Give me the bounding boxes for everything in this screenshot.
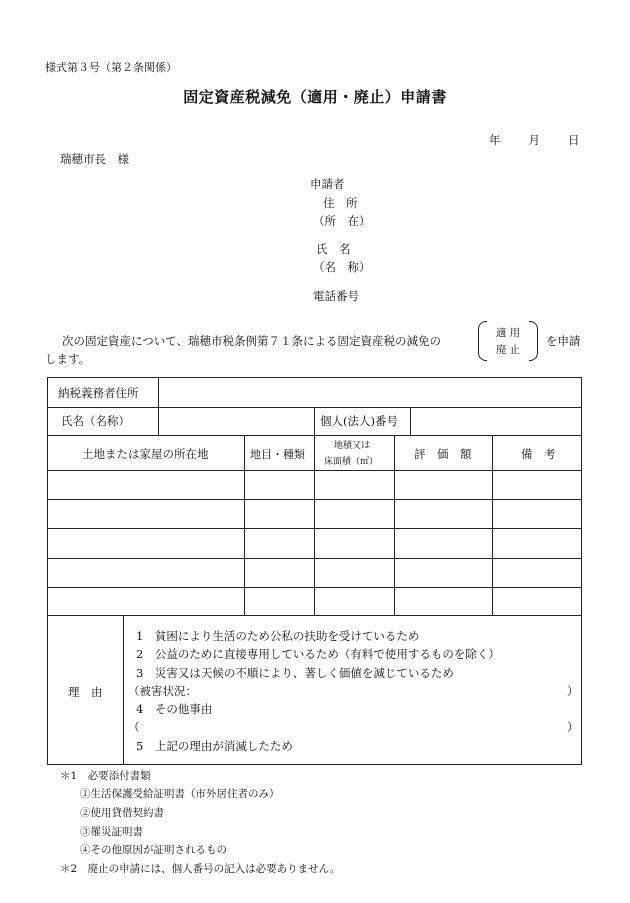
reason-4: 4 その他事由	[136, 702, 213, 716]
attachment-4: ④その他原因が証明されるもの	[80, 844, 227, 856]
row3-location-field[interactable]	[49, 529, 243, 557]
date-line	[489, 132, 580, 148]
reason-2: 2 公益のために直接専用しているため（有料で使用するものを除く）	[136, 647, 500, 661]
attachment-1: ①生活保護受給証明書（市外居住者のみ）	[80, 788, 280, 800]
row2-location-field[interactable]	[49, 500, 243, 527]
apply-abolish-bracket	[478, 321, 538, 359]
option-apply: 適 用	[495, 327, 521, 339]
col-assessed-value: 評 価 額	[414, 447, 472, 461]
page-title: 固定資産税減免（適用・廃止）申請書	[183, 88, 447, 106]
request-text-line1: 次の固定資産について、瑞穂市税条例第７１条による固定資産税の減免の	[62, 334, 442, 348]
reason-label: 理 由	[68, 685, 103, 699]
row1-location-field[interactable]	[49, 471, 243, 498]
applicant-name-label: 氏 名	[316, 242, 351, 256]
col-area-line2: 床面積（㎡）	[324, 457, 379, 467]
attachment-2: ②使用貸借契約書	[80, 807, 164, 819]
applicant-heading: 申請者	[310, 177, 345, 191]
name-label: 氏名（名称）	[61, 414, 130, 428]
note-2: ＊2 廃止の申請には、個人番号の記入は必要ありません。	[60, 863, 341, 875]
form-number: 様式第３号（第２条関係）	[45, 61, 177, 74]
col-location: 土地または家屋の所在地	[82, 447, 209, 461]
application-table	[47, 377, 582, 765]
applicant-address-label: 住 所	[323, 196, 358, 210]
applicant-name-alt-label: （名 称）	[313, 260, 371, 274]
name-field[interactable]	[159, 408, 313, 434]
reason-5: 5 上記の理由が消滅したため	[136, 739, 293, 753]
addressee: 瑞穂市長 様	[60, 152, 129, 166]
date-month: 月	[528, 133, 540, 147]
request-text-line2: します。	[45, 352, 91, 366]
individual-number-field[interactable]	[411, 408, 580, 434]
date-year: 年	[489, 133, 501, 147]
attachment-3: ③罹災証明書	[80, 826, 143, 838]
taxpayer-address-label: 納税義務者住所	[58, 386, 139, 400]
reason-3: 3 災害又は天候の不順により、著しく価値を減じているため	[136, 666, 454, 680]
reason-4-close-paren: ）	[567, 720, 579, 734]
taxpayer-address-field[interactable]	[159, 379, 580, 406]
option-abolish: 廃 止	[495, 344, 521, 356]
reason-3-close-paren: ）	[567, 684, 579, 698]
col-area-line1: 地積又は	[334, 441, 371, 451]
reason-3-damage-status: （被害状況：	[128, 684, 197, 698]
individual-number-label: 個人(法人)番号	[320, 414, 398, 428]
col-remarks: 備 考	[521, 447, 556, 461]
request-suffix: を申請	[546, 334, 581, 348]
applicant-phone-label: 電話番号	[313, 289, 359, 303]
reason-1: 1 貧困により生活のため公私の扶助を受けているため	[136, 629, 420, 643]
date-day: 日	[568, 133, 580, 147]
row5-location-field[interactable]	[49, 588, 243, 614]
note-1-heading: ＊1 必要添付書類	[60, 770, 151, 782]
reason-4-detail-open: （	[128, 720, 140, 734]
row4-location-field[interactable]	[49, 559, 243, 586]
applicant-location-label: （所 在）	[313, 214, 371, 228]
col-land-category: 地目・種類	[250, 448, 305, 461]
